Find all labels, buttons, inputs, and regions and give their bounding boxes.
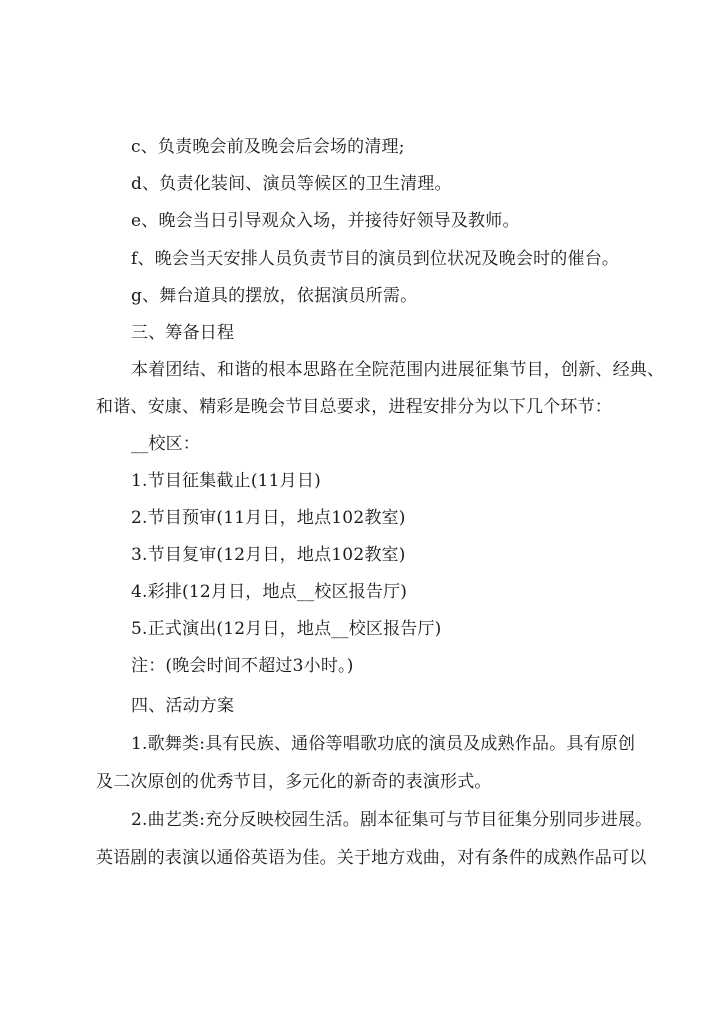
text-line: __校区： (131, 434, 200, 454)
list-item: 2.节目预审(11月日，地点102教室) (131, 508, 406, 528)
list-item: 4.彩排(12月日，地点__校区报告厅) (131, 582, 408, 602)
text-line: 1.歌舞类:具有民族、通俗等唱歌功底的演员及成熟作品。具有原创 (131, 734, 636, 754)
text-line: c、负责晚会前及晚会后会场的清理; (131, 137, 405, 157)
list-item: 1.节目征集截止(11月日) (131, 471, 321, 491)
list-item: 3.节目复审(12月日，地点102教室) (131, 545, 406, 565)
text-line: 英语剧的表演以通俗英语为佳。关于地方戏曲，对有条件的成熟作品可以 (96, 848, 647, 868)
section-heading: 三、筹备日程 (131, 323, 235, 343)
section-heading: 四、活动方案 (131, 696, 235, 716)
text-line: d、负责化装间、演员等候区的卫生清理。 (131, 174, 452, 194)
text-line: 及二次原创的优秀节目，多元化的新奇的表演形式。 (96, 772, 492, 792)
text-line: 2.曲艺类:充分反映校园生活。剧本征集可与节目征集分别同步进展。 (131, 810, 653, 830)
text-line: g、舞台道具的摆放，依据演员所需。 (131, 286, 418, 306)
note-line: 注：(晚会时间不超过3小时。) (131, 656, 354, 676)
text-line: f、晚会当天安排人员负责节目的演员到位状况及晚会时的催台。 (131, 249, 620, 269)
text-line: 和谐、安康、精彩是晚会节目总要求，进程安排分为以下几个环节： (96, 397, 612, 417)
text-line: 本着团结、和谐的根本思路在全院范围内进展征集节目，创新、经典、 (131, 360, 665, 380)
list-item: 5.正式演出(12月日，地点__校区报告厅) (131, 619, 442, 639)
text-line: e、晚会当日引导观众入场，并接待好领导及教师。 (131, 211, 520, 231)
